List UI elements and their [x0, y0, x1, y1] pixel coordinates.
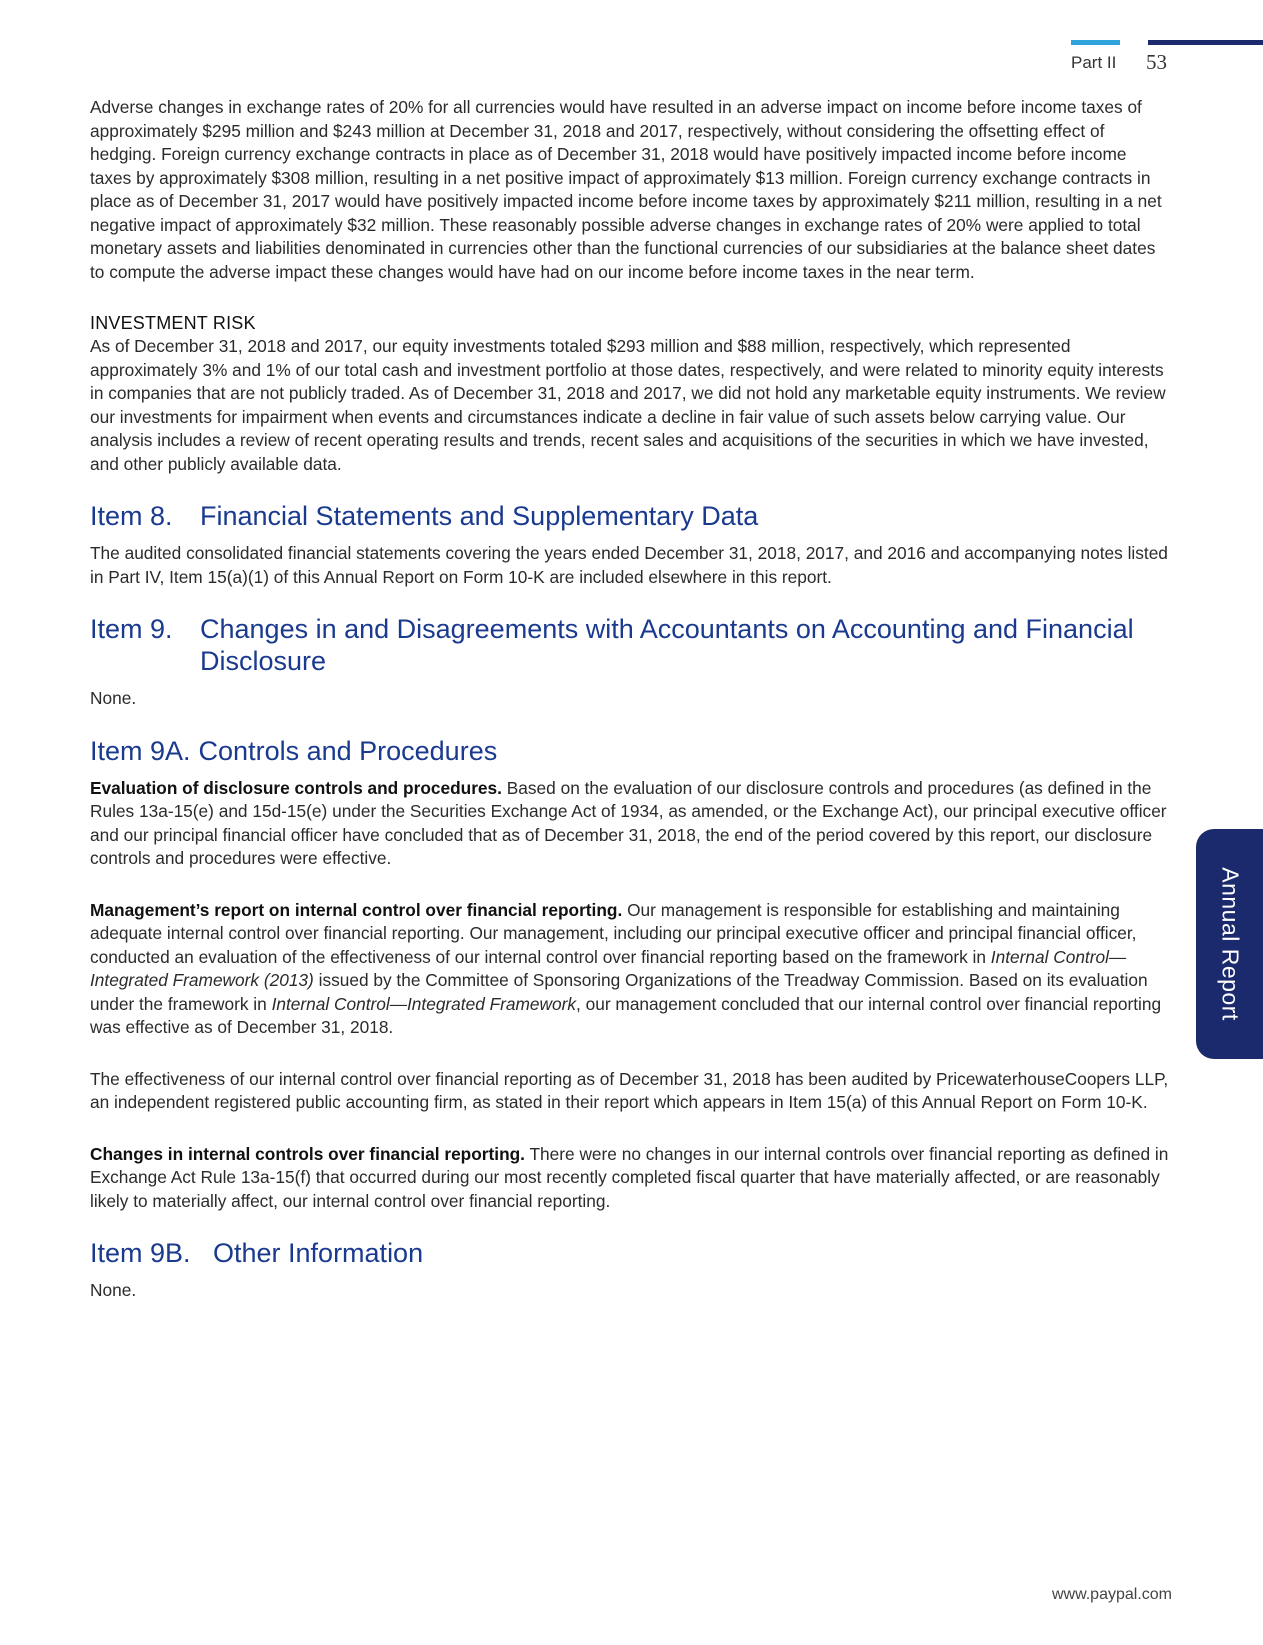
item8-number: Item 8.	[90, 501, 173, 531]
management-text-2: issued by the Committee of Sponsoring Organizations of the Treadway Commission. Based on its evaluation under the framework in	[90, 970, 1148, 1014]
header-part-label: Part II	[1071, 53, 1117, 72]
management-text-3: , our management concluded that our internal control over financial reporting was effective as of December 31, 2018.	[90, 993, 1162, 1037]
item9-title: Changes in and Disagreements with Accountants on Accounting and Financial Disclosure	[200, 614, 1134, 676]
management-text-1: Our management is responsible for establishing and maintaining adequate internal control over financial reporting. Our management, including our principal executive officer and principal financial officer, conducted an evaluation of the effectiveness of our internal control over financial reporting based on the framework in	[90, 899, 1137, 967]
evaluation-paragraph	[90, 777, 1170, 871]
item9-paragraph: None.	[90, 688, 137, 708]
item8-heading	[90, 500, 1170, 532]
changes-paragraph	[90, 1143, 1170, 1214]
evaluation-text: Based on the evaluation of our disclosure controls and procedures (as defined in the Rules 13a-15(e) and 15d-15(e) under the Securities Exchange Act of 1934, as amended, or the Exchange Act), our principal executive officer and our principal financial officer have concluded that as of December 31, 2018, the end of the period covered by this report, our disclosure controls and procedures were effective.	[90, 777, 1167, 868]
header-accent-bar-dark	[1148, 40, 1263, 45]
header-accent-bar-light	[1071, 40, 1120, 45]
market-risk-paragraph: Adverse changes in exchange rates of 20% for all currencies would have resulted in an adverse impact on income before income taxes of approximately $295 million and $243 million at December 31, 2018 and 2017, respectively, without considering the offsetting effect of hedging. Foreign currency exchange contracts in place as of December 31, 2018 would have positively impacted income before income taxes by approximately $308 million, resulting in a net positive impact of approximately $13 million. Foreign currency exchange contracts in place as of December 31, 2017 would have positively impacted income before income taxes by approximately $211 million, resulting in a net negative impact of approximately $32 million. These reasonably possible adverse changes in exchange rates of 20% were applied to total monetary assets and liabilities denominated in currencies other than the functional currencies of our subsidiaries at the balance sheet dates to compute the adverse impact these changes would have had on our income before income taxes in the near term.	[90, 97, 1162, 282]
item9-number: Item 9.	[90, 614, 173, 644]
item8-paragraph: The audited consolidated financial statements covering the years ended December 31, 2018, 2017, and 2016 and accompanying notes listed in Part IV, Item 15(a)(1) of this Annual Report on Form 10-K are included elsewhere in this report.	[90, 543, 1168, 587]
item9b-paragraph: None.	[90, 1280, 137, 1300]
investment-risk-heading: INVESTMENT RISK	[90, 313, 256, 333]
page-content	[90, 96, 1170, 1303]
item9a-heading	[90, 735, 1170, 767]
audit-paragraph: The effectiveness of our internal control over financial reporting as of December 31, 2018 has been audited by PricewaterhouseCoopers LLP, an independent registered public accounting firm, as stated in their report which appears in Item 15(a) of this Annual Report on Form 10-K.	[90, 1068, 1169, 1112]
footer-url[interactable]: www.paypal.com	[1051, 1586, 1172, 1603]
management-lead: Management’s report on internal control over financial reporting.	[90, 899, 623, 920]
investment-risk-paragraph: As of December 31, 2018 and 2017, our equity investments totaled $293 million and $88 million, respectively, which represented approximately 3% and 1% of our total cash and investment portfolio at those dates, respectively, and were related to minority equity interests in companies that are not publicly traded. As of December 31, 2018 and 2017, we did not hold any marketable equity instruments. We review our investments for impairment when events and circumstances indicate a decline in fair value of such assets below carrying value. Our analysis includes a review of recent operating results and trends, recent sales and acquisitions of the securities in which we have invested, and other publicly available data.	[90, 336, 1166, 474]
item9a-number: Item 9A.	[90, 735, 191, 766]
management-report-paragraph	[90, 899, 1170, 1040]
item9b-heading	[90, 1237, 1170, 1269]
changes-text: There were no changes in our internal controls over financial reporting as defined in Exchange Act Rule 13a-15(f) that occurred during our most recently completed fiscal quarter that have materially affected, or are reasonably likely to materially affect, our internal control over financial reporting.	[90, 1143, 1169, 1211]
item9-heading	[90, 613, 1170, 677]
item8-title: Financial Statements and Supplementary Data	[200, 501, 759, 531]
item9b-title: Other Information	[213, 1238, 424, 1268]
management-italic-2: Internal Control—Integrated Framework	[271, 993, 577, 1014]
side-tab-label: Annual Report	[1217, 867, 1243, 1021]
evaluation-lead: Evaluation of disclosure controls and procedures.	[90, 777, 502, 798]
management-italic-1: Internal Control—Integrated Framework (2013)	[90, 946, 1127, 990]
page-number: 53	[1146, 50, 1167, 74]
item9b-number: Item 9B.	[90, 1238, 191, 1268]
changes-lead: Changes in internal controls over financial reporting.	[90, 1143, 525, 1164]
annual-report-side-tab[interactable]	[1196, 829, 1263, 1059]
item9a-title: Controls and Procedures	[198, 735, 498, 766]
